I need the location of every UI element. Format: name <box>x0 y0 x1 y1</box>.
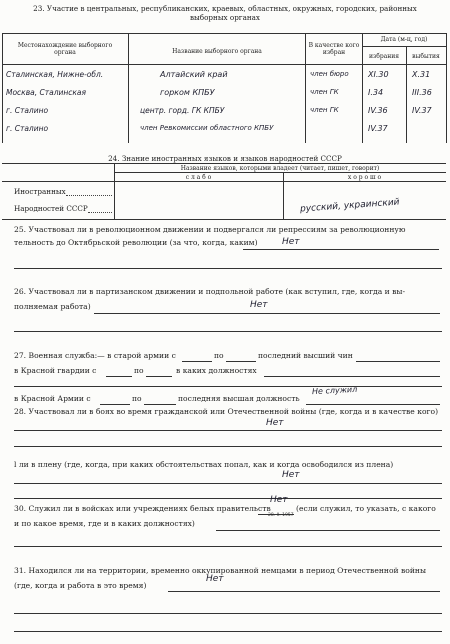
section23-title-line1: 23. Участие в центральных, республиканских, краевых, областных, окружных, городских, районных <box>33 4 417 13</box>
table-row-location: Москва, Сталинская <box>6 88 87 97</box>
table-row-role: член ГК <box>310 88 339 96</box>
table-row-name: Алтайский край <box>160 70 228 79</box>
q27-line2-to: по <box>134 366 144 375</box>
ussr-good-answer: русский, украинский <box>299 197 400 215</box>
q30-line1-end: (если служил, то указать, с какого <box>296 504 436 513</box>
q31-line1: 31. Находился ли на территории, временно оккупированной немцами в период Отечественной войны <box>14 566 426 575</box>
col-location-header: Местонахождение выборного органа <box>17 42 113 56</box>
table-row-start: IV.36 <box>368 106 388 115</box>
q30-stamp: 28. II. 1957 <box>268 513 294 518</box>
table-row-location: г. Сталино <box>6 106 49 115</box>
q30-answer: Нет <box>270 495 288 505</box>
row-foreign-label: Иностранных <box>14 187 66 196</box>
col-weak-header: с л а б о <box>185 174 212 181</box>
table-row-role: член бюро <box>310 70 349 78</box>
q28-answer: Нет <box>266 418 284 428</box>
q27-line2-positions: в каких должностях <box>176 366 257 375</box>
section23-title-line2: выборных органах <box>190 13 260 22</box>
q27-line1-rank: последний высший чин <box>258 351 353 360</box>
table-row-role: член ГК <box>310 106 339 114</box>
q25-answer: Нет <box>282 237 300 247</box>
q27-line2-start: в Красной гвардии с <box>14 366 97 375</box>
q29-line1: l ли в плену (где, когда, при каких обстоятельствах попал, как и когда освободился из плена) <box>14 460 394 469</box>
q30-line2: и по какое время, где и в каких должностях) <box>14 519 195 528</box>
col-role-header: В качестве кого избран <box>308 42 360 56</box>
table-row-start: I.34 <box>368 88 384 97</box>
table-row-name: центр. горд. ГК КПБУ <box>140 106 225 115</box>
q27-line1-start: 27. Военная служба:— в старой армии с <box>14 351 176 360</box>
q25-line2: тельность до Октябрьской революции (за что, когда, каким) <box>14 238 258 247</box>
section24-header: Название языков, которыми владеет (читает, пишет, говорит) <box>180 165 380 172</box>
q26-line1: 26. Участвовал ли в партизанском движении и подпольной работе (как вступил, где, когда и вы- <box>14 287 406 296</box>
col-left-header: выбытия <box>412 53 440 60</box>
col-name-header: Название выборного органа <box>172 48 262 55</box>
table-row-name: член Ревкомиссии областного КПБУ <box>140 124 274 132</box>
q27-answer: Не служил <box>311 384 358 397</box>
q31-line2: (где, когда и работа в это время) <box>14 581 147 590</box>
col-elected-header: избрания <box>368 53 400 60</box>
col-good-header: х о р о ш о <box>347 174 382 181</box>
q26-line2: полняемая работа) <box>14 302 91 311</box>
row-ussr-label: Народностей СССР <box>14 204 88 213</box>
table-row-end: X.31 <box>412 70 431 79</box>
q28-line1: 28. Участвовал ли в боях во время гражданской или Отечественной войны (где, когда и в качестве кого) <box>14 407 439 416</box>
table-row-location: г. Сталино <box>6 124 49 133</box>
q27-line3-start: в Красной Армии с <box>14 394 91 403</box>
col-date-header: Дата (м-ц, год) <box>380 36 428 43</box>
q25-line1: 25. Участвовал ли в революционном движении и подвергался ли репрессиям за революционную <box>14 225 406 234</box>
q27-line3-position: последняя высшая должность <box>178 394 300 403</box>
section24-title: 24. Знание иностранных языков и языков народностей СССР <box>108 154 342 163</box>
q26-answer: Нет <box>250 300 268 310</box>
q27-line1-to: по <box>214 351 224 360</box>
table-row-location: Сталинская, Нижне-обл. <box>6 70 104 79</box>
q31-answer: Нет <box>206 574 224 584</box>
table-row-end: III.36 <box>412 88 432 97</box>
q29-answer: Нет <box>282 470 300 480</box>
table-row-name: горком КПБУ <box>160 88 215 97</box>
table-row-end: IV.37 <box>412 106 432 115</box>
table-row-start: XI.30 <box>368 70 389 79</box>
table-row-start: IV.37 <box>368 124 388 133</box>
q27-line3-to: по <box>132 394 142 403</box>
q30-line1-start: 30. Служил ли в войсках или учреждениях белых правительств <box>14 504 271 513</box>
